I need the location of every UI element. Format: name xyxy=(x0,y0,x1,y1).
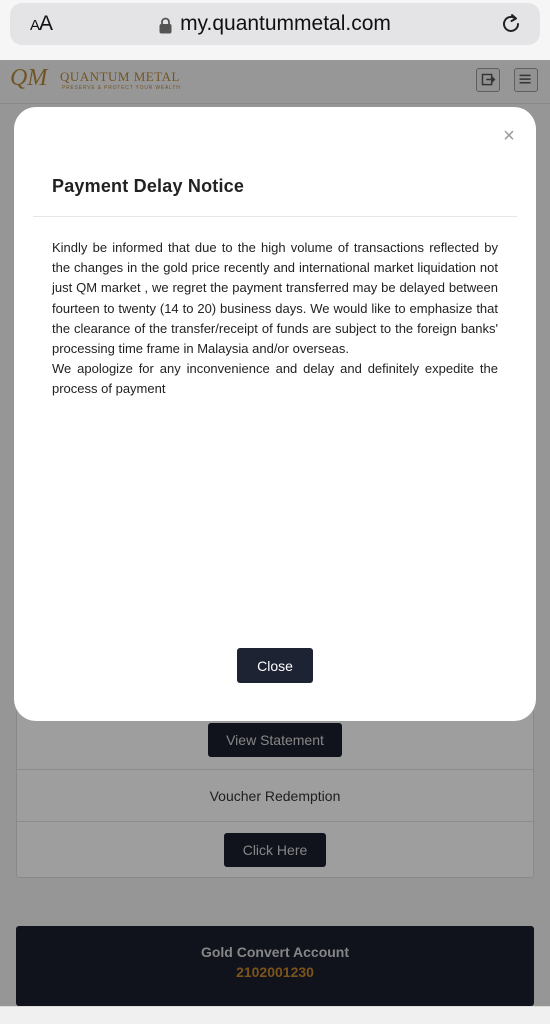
browser-address-bar xyxy=(0,0,550,60)
url-display[interactable] xyxy=(10,3,540,45)
bottom-toolbar xyxy=(0,1006,550,1024)
payment-delay-modal xyxy=(14,107,536,721)
logo-tagline: PRESERVE & PROTECT YOUR WEALTH xyxy=(62,85,181,91)
click-here-button[interactable]: Click Here xyxy=(224,833,326,867)
url-text: my.quantummetal.com xyxy=(180,12,391,35)
voucher-redemption-label: Voucher Redemption xyxy=(209,788,341,804)
modal-body xyxy=(52,238,498,400)
notice-paragraph-2: We apologize for any inconvenience and delay and definitely expedite the process of payment xyxy=(52,361,498,397)
view-statement-button[interactable]: View Statement xyxy=(208,723,342,757)
gold-convert-title: Gold Convert Account xyxy=(200,944,350,960)
text-size-button[interactable]: AA xyxy=(30,12,53,35)
modal-divider xyxy=(33,216,517,217)
close-button[interactable]: Close xyxy=(237,648,313,683)
gold-convert-number: 2102001230 xyxy=(236,964,314,980)
url-field[interactable] xyxy=(10,3,540,45)
notice-paragraph-1: Kindly be informed that due to the high volume of transactions reflected by the changes in the gold price recently and international market liquidation not just QM market , we regret the payment transferred may be delayed between fourteen to twenty (14 to 20) business days. We would like to emphasize that the clearance of the transfer/receipt of funds are subject to the foreign banks' processing time frame in Malaysia and/or overseas. xyxy=(52,240,498,357)
close-icon[interactable]: × xyxy=(503,125,515,147)
logo-mark: QM xyxy=(10,65,48,91)
modal-title: Payment Delay Notice xyxy=(52,176,245,196)
logo-name: QUANTUM METAL xyxy=(60,69,180,84)
reload-icon[interactable] xyxy=(498,11,524,37)
lock-icon xyxy=(159,17,172,34)
